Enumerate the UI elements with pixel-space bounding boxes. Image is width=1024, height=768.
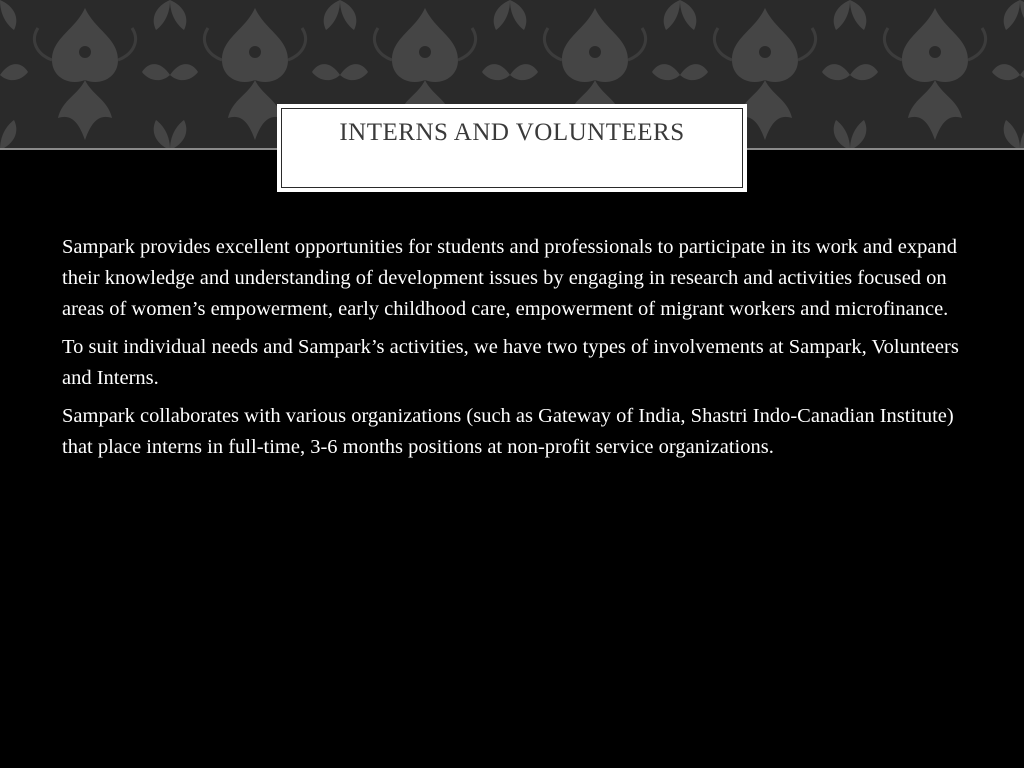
body-text [62, 232, 967, 470]
paragraph-1: Sampark provides excellent opportunities for students and professionals to participate in its work and expand their knowledge and understanding of development issues by engaging in research and activities focused on areas of women’s empowerment, early childhood care, empowerment of migrant workers and microfinance. [62, 236, 957, 320]
paragraph-2: To suit individual needs and Sampark’s activities, we have two types of involvements at Sampark, Volunteers and Interns. [62, 336, 959, 389]
slide-title: INTERNS AND VOLUNTEERS [339, 119, 685, 146]
title-box [277, 104, 747, 192]
paragraph-3: Sampark collaborates with various organizations (such as Gateway of India, Shastri Indo-Canadian Institute) that place interns in full-time, 3-6 months positions at non-profit service organizations. [62, 405, 954, 458]
